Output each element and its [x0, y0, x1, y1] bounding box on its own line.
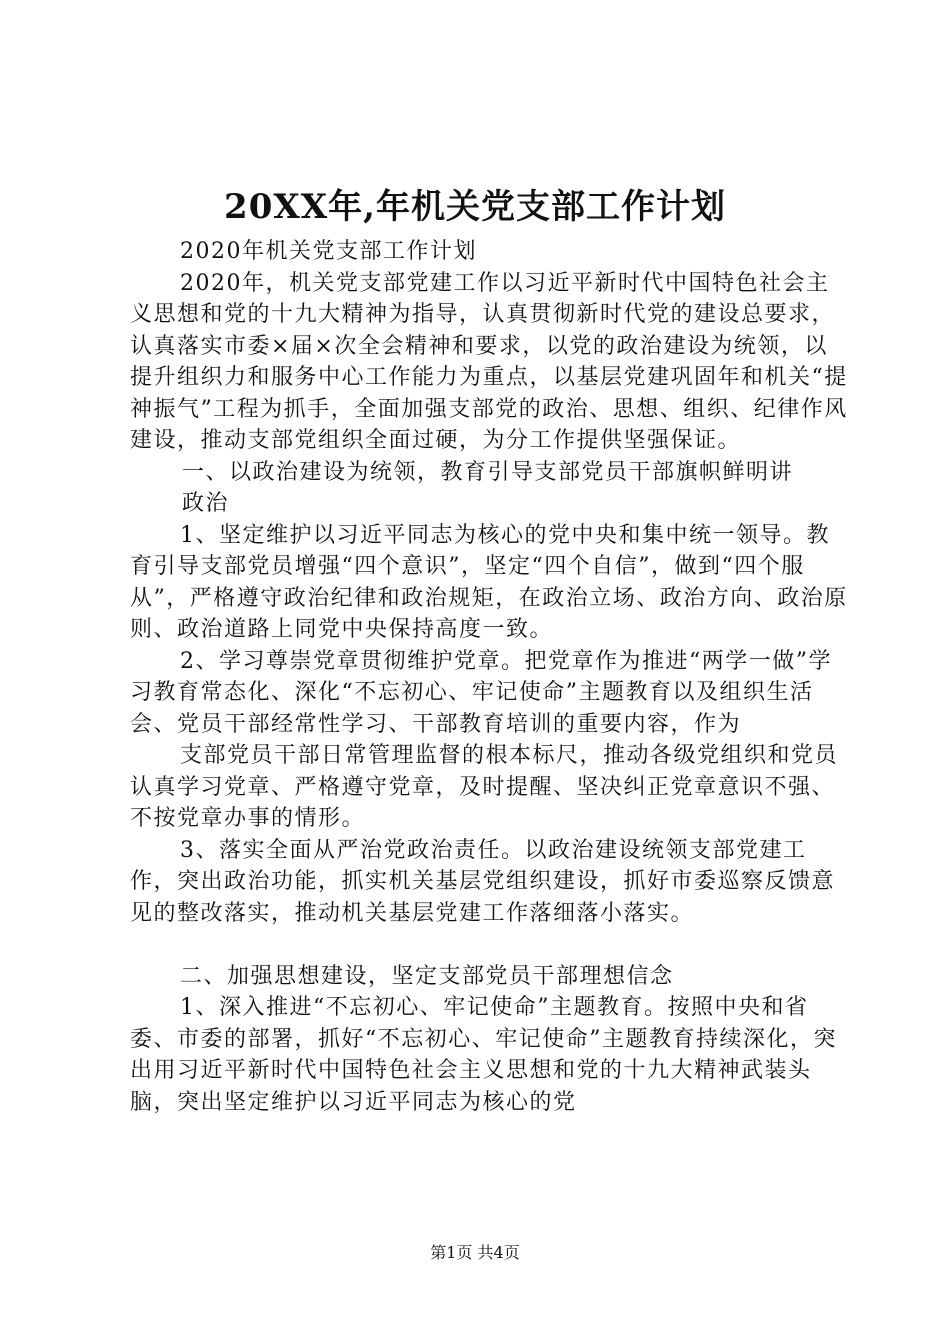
section-heading-continued: 政治 [182, 491, 230, 516]
paragraph: 2、学习尊崇党章贯彻维护党章。把党章作为推进“两学一做”学习教育常态化、深化“不忘初心、牢记使命”主题教育以及组织生活会、党员干部经常性学习、干部教育培训的重要内容，作为 [130, 648, 832, 737]
paragraph: 3、落实全面从严治党政治责任。以政治建设统领支部党建工作，突出政治功能，抓实机关基层党组织建设，抓好市委巡察反馈意见的整改落实，推动机关基层党建工作落细落小落实。 [130, 837, 836, 926]
paragraph: 1、坚定维护以习近平同志为核心的党中央和集中统一领导。教育引导支部党员增强“四个意识”，坚定“四个自信”，做到“四个服从”，严格遵守政治纪律和政治规矩，在政治立场、政治方向、政治原则、政治道路上同党中央保持高度一致。 [130, 522, 848, 642]
blank-line [130, 929, 850, 961]
document-subtitle: 2020年机关党支部工作计划 [180, 239, 477, 264]
section-heading: 二、加强思想建设，坚定支部党员干部理想信念 [180, 963, 674, 989]
page-number-footer: 第1页 共4页 [430, 1243, 520, 1262]
document-title: 20XX年,年机关党支部工作计划 [224, 187, 726, 227]
paragraph: 2020年，机关党支部党建工作以习近平新时代中国特色社会主义思想和党的十九大精神为指导，认真贯彻新时代党的建设总要求，认真落实市委×届×次全会精神和要求，以党的政治建设为统领，以提升组织力和服务中心工作能力为重点，以基层党建巩固年和机关“提神振气”工程为抓手，全面加强支部党的政治、思想、组织、纪律作风建设，推动支部党组织全面过硬，为分工作提供坚强保证。 [130, 270, 848, 453]
paragraph: 1、深入推进“不忘初心、牢记使命”主题教育。按照中央和省委、市委的部署，抓好“不忘初心、牢记使命”主题教育持续深化，突出用习近平新时代中国特色社会主义思想和党的十九大精神武装头脑，突出坚定维护以习近平同志为核心的党 [130, 995, 837, 1115]
document-body [130, 236, 850, 1118]
section-heading: 一、以政治建设为统领，教育引导支部党员干部旗帜鲜明讲 [182, 459, 794, 485]
paragraph: 支部党员干部日常管理监督的根本标尺，推动各级党组织和党员认真学习党章、严格遵守党章，及时提醒、坚决纠正党章意识不强、不按党章办事的情形。 [130, 743, 839, 831]
